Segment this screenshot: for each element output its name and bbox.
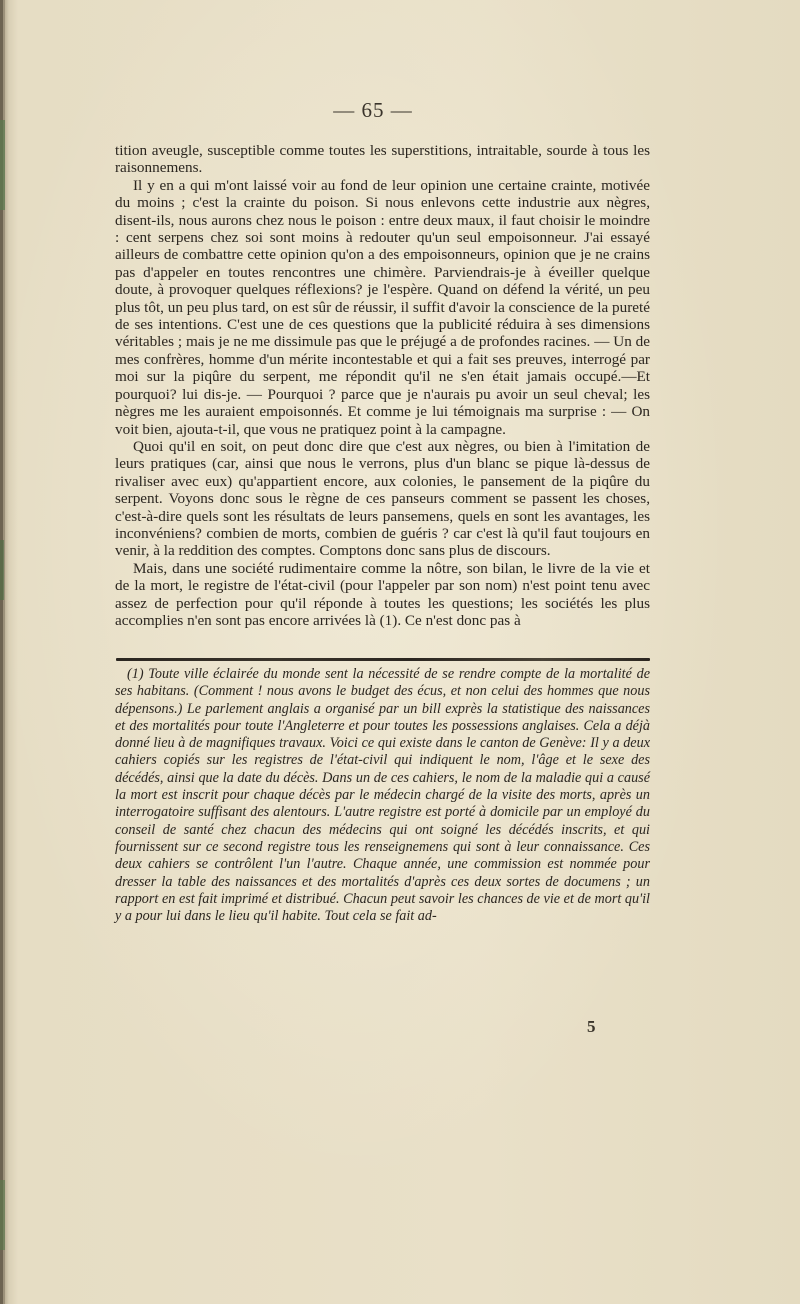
signature-mark: 5 [587, 1017, 596, 1036]
body-text [115, 142, 650, 629]
binding-edge [0, 0, 8, 1304]
footnote-text: (1) Toute ville éclairée du monde sent la nécessité de se rendre compte de la mortalité de ses habitans. (Comment ! nous avons le budget des écus, et non celui des hommes que nous dépensons.) Le parlement anglais a organisé par un bill exprès la statistique des naissances et des mortalités pour toute l'Angleterre et pour toutes les possessions anglaises. Cela a déjà donné lieu à de magnifiques travaux. Voici ce qui existe dans le canton de Genève: Il y a deux cahiers copiés sur les registres de l'état-civil qui indiquent le nom, l'âge et le sexe des décédés, ainsi que la date du décès. Dans un de ces cahiers, le nom de la maladie qui a causé la mort est inscrit pour chaque décès par le médecin chargé de la visite des morts, après un interrogatoire suffisant des alentours. L'autre registre est porté à domicile par un employé du conseil de santé chez chacun des médecins qui ont soigné les décédés inscrits, et qui fournissent sur ce second registre tous les renseignemens qui sont à leur connaissance. Ces deux cahiers se contrôlent l'un l'autre. Chaque année, une commission est nommée pour dresser la table des naissances et des mortalités d'après ces deux sortes de documens ; un rapport en est fait imprimé et distribué. Chacun peut savoir les chances de vie et de mort qu'il y a pour lui dans le lieu qu'il habite. Tout cela se fait ad- [115, 666, 650, 925]
paragraph: Mais, dans une société rudimentaire comme la nôtre, son bilan, le livre de la vie et de la mort, le registre de l'état-civil (pour l'appeler par son nom) n'est point tenu avec assez de perfection pour qu'il réponde à toutes les questions; les sociétés les plus accomplies n'en sont pas encore arrivées là (1). Ce n'est donc pas à [115, 559, 650, 629]
paragraph: Quoi qu'il en soit, on peut donc dire que c'est aux nègres, ou bien à l'imitation de leurs pratiques (car, ainsi que nous le verrons, plus d'un blanc se pique là-dessus de rivaliser avec eux) qu'appartient encore, aux colonies, le pansement de la piqûre du serpent. Voyons donc sous le règne de ces panseurs comment se passent les choses, c'est-à-dire quels sont les résultats de leurs pansemens, quels en sont les avantages, les inconvéniens? combien de morts, combien de guéris ? car c'est là qu'il faut toujours en venir, à la reddition des comptes. Comptons donc sans plus de discours. [115, 437, 650, 560]
footnote [115, 666, 650, 925]
paragraph: Il y en a qui m'ont laissé voir au fond de leur opinion une certaine crainte, motivée du moins ; c'est la crainte du poison. Si nous enlevons cette industrie aux nègres, disent-ils, nous aurons chez nous le poison : entre deux maux, il faut choisir le moindre : cent serpens chez soi sont moins à redouter qu'un seul empoisonneur. J'ai essayé ailleurs de combattre cette opinion qu'on a des empoisonneurs, opinion que je ne crains pas d'appeler en toutes rencontres une chimère. Parviendrais-je à éveiller quelque doute, à provoquer quelques réflexions? je l'espère. Quand on défend la vérité, un peu plus tôt, un peu plus tard, on est sûr de réussir, il suffit d'avoir la conscience de la pureté de ses intentions. C'est une de ces questions que la publicité réduira à ses dimensions véritables ; mais je ne me dissimule pas que le préjugé a de profondes racines. — Un de mes confrères, homme d'un mérite incontestable et qui a fait ses preuves, interrogé par moi sur la piqûre du serpent, me répondit qu'il ne s'en était jamais occupé.—Et pourquoi? lui dis-je. — Pourquoi ? parce que je n'aurais pu avoir un seul cheval; les nègres me les auraient empoisonnés. Et comme je lui témoignais ma surprise : — On voit bien, ajouta-t-il, que vous ne pratiquez point à la campagne. [115, 176, 650, 438]
page-number: — 65 — [333, 98, 413, 122]
paragraph: tition aveugle, susceptible comme toutes les superstitions, intraitable, sourde à tous les raisonnemens. [115, 142, 650, 177]
footnote-rule [116, 658, 650, 661]
